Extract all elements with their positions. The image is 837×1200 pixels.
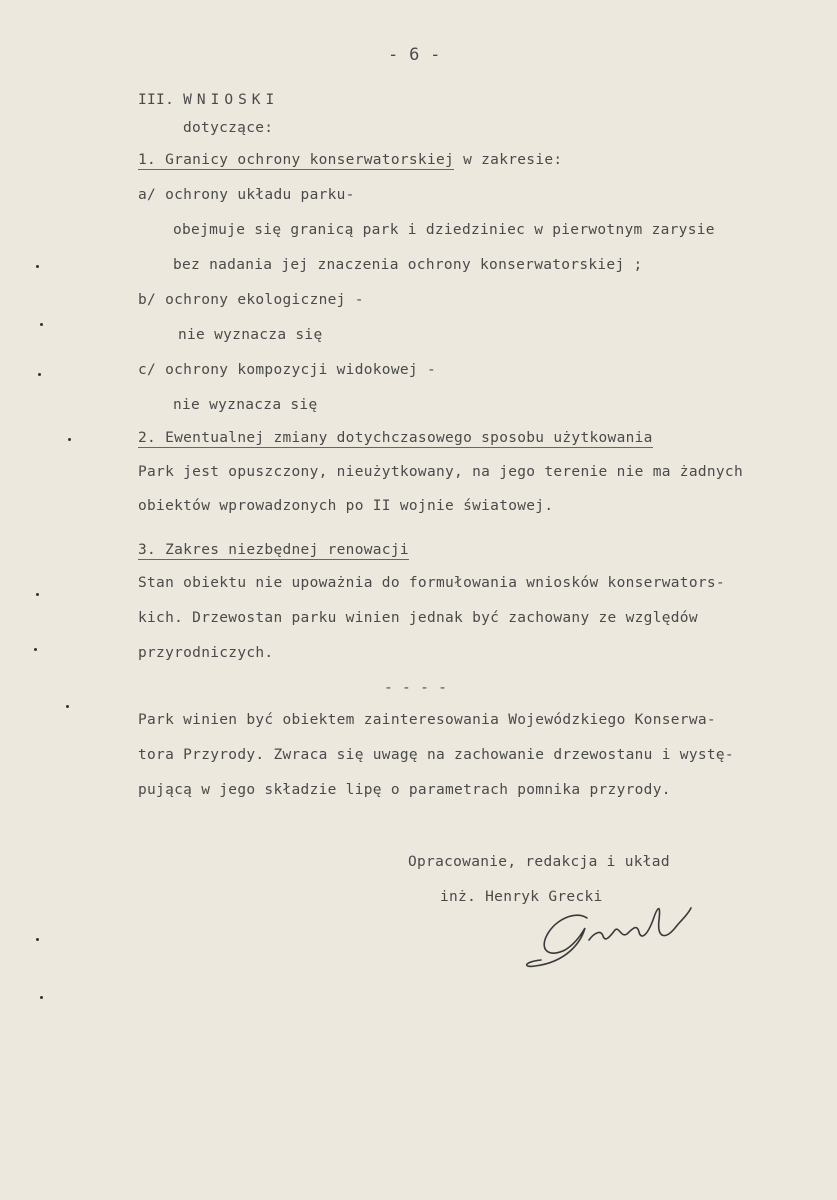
- section-title: WNIOSKI: [183, 92, 280, 108]
- section-number: III.: [138, 92, 175, 108]
- item3-line1: Stan obiektu nie upoważnia do formułowania wniosków konserwators-: [138, 575, 725, 591]
- item3-heading: 3. Zakres niezbędnej renowacji: [138, 542, 409, 558]
- item3-line2: kich. Drzewostan parku winien jednak być zachowany ze względów: [138, 610, 698, 626]
- separator: - - - -: [384, 680, 448, 696]
- item1-heading: 1. Granicy ochrony konserwatorskiej: [138, 152, 455, 168]
- item2-heading-line: [138, 428, 653, 448]
- item3-heading-line: [138, 540, 409, 560]
- footer-author: inż. Henryk Grecki: [440, 889, 603, 905]
- closing-line3: pującą w jego składzie lipę o parametrach pomnika przyrody.: [138, 782, 671, 798]
- margin-mark: [36, 265, 39, 268]
- item2-line1: Park jest opuszczony, nieużytkowany, na jego terenie nie ma żadnych: [138, 464, 743, 480]
- item1-a-line2: bez nadania jej znaczenia ochrony konserwatorskiej ;: [173, 257, 643, 273]
- closing-line2: tora Przyrody. Zwraca się uwagę na zachowanie drzewostanu i wystę-: [138, 747, 734, 763]
- item1-heading-line: [138, 150, 562, 170]
- page-number: - 6 -: [388, 45, 441, 65]
- handwritten-signature: [515, 880, 725, 980]
- item3-line3: przyrodniczych.: [138, 645, 274, 661]
- footer-credit: Opracowanie, redakcja i układ: [408, 854, 670, 870]
- item1-heading-tail: w zakresie:: [463, 152, 563, 168]
- item1-b-line1: nie wyznacza się: [178, 327, 323, 343]
- item1-b-label: b/ ochrony ekologicznej -: [138, 292, 364, 308]
- margin-mark: [38, 373, 41, 376]
- item1-a-label: a/ ochrony układu parku-: [138, 187, 355, 203]
- section-heading: [138, 90, 279, 110]
- section-subtitle: dotyczące:: [183, 120, 274, 136]
- item1-a-line1: obejmuje się granicą park i dziedziniec w pierwotnym zarysie: [173, 222, 715, 238]
- item1-c-line1: nie wyznacza się: [173, 397, 318, 413]
- item2-heading: 2. Ewentualnej zmiany dotychczasowego sposobu użytkowania: [138, 430, 653, 446]
- item2-line2: obiektów wprowadzonych po II wojnie światowej.: [138, 498, 554, 514]
- margin-mark: [66, 705, 69, 708]
- closing-line1: Park winien być obiektem zainteresowania Wojewódzkiego Konserwa-: [138, 712, 716, 728]
- margin-mark: [40, 323, 43, 326]
- margin-mark: [68, 438, 71, 441]
- margin-mark: [36, 593, 39, 596]
- margin-mark: [34, 648, 37, 651]
- margin-mark: [40, 996, 43, 999]
- margin-mark: [36, 938, 39, 941]
- item1-c-label: c/ ochrony kompozycji widokowej -: [138, 362, 436, 378]
